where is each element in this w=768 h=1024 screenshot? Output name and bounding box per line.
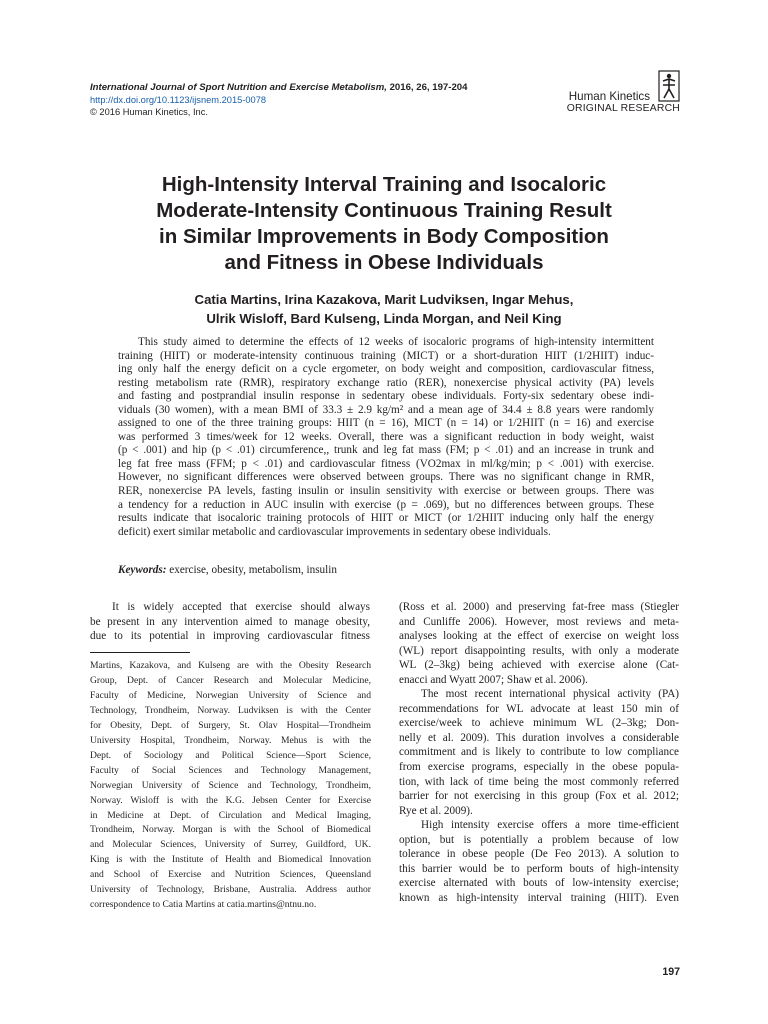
- abstract-line: RER, nonexercise PA levels, fasting insulin or insulin sensitivity with exercise or between groups. There was: [118, 485, 654, 498]
- doi-link[interactable]: http://dx.doi.org/10.1123/ijsnem.2015-0078: [90, 95, 267, 105]
- abstract-line: assigned to one of the three training groups: HIIT (n = 16), MICT (n = 14) or 1/2HIIT (n = 16) and exercise: [118, 417, 654, 430]
- footnote-line: in Medicine at Dept. of Circulation and Medical Imaging,: [90, 809, 371, 821]
- footnote-line: Trondheim, Norway. Morgan is with the School of Biomedical: [90, 824, 371, 836]
- abstract-line: deficit) exert similar metabolic and cardiovascular improvements in sedentary obese individuals.: [118, 525, 551, 538]
- journal-citation: [90, 82, 490, 94]
- abstract-line: viduals (30 women), with a mean BMI of 33.3 ± 2.9 kg/m² and a mean age of 34.4 ± 8.8 years were randomly: [118, 403, 654, 416]
- footnote-line: Norway. Wisloff is with the K.G. Jebsen Center for Exercise: [90, 794, 371, 806]
- footnote-line: Martins, Kazakova, and Kulseng are with the Obesity Research: [90, 660, 371, 671]
- keywords-label: Keywords:: [118, 564, 167, 576]
- footnote-divider: [90, 652, 190, 653]
- body-line: enacci and Wyatt 2007; Shaw et al. 2006).: [399, 673, 588, 686]
- title-line: Moderate-Intensity Continuous Training Result: [156, 199, 612, 222]
- footnote-line: University of Technology, Brisbane, Australia. Address author: [90, 884, 371, 896]
- paragraph: [399, 687, 679, 818]
- abstract-line: a tendency for a reduction in AUC insulin with exercise (p = .069), but no differences between groups. These: [118, 498, 654, 511]
- title-line: High-Intensity Interval Training and Isocaloric: [161, 173, 607, 196]
- footnote-line: Faculty of Medicine, Norwegian University of Science and: [90, 689, 371, 701]
- body-line: Rye et al. 2009).: [399, 804, 473, 817]
- body-line: and Cunliffe 2006). However, most reviews and meta-: [399, 615, 679, 628]
- author-affiliations-footnote: [90, 659, 371, 913]
- body-line: exercise/week to achieve minimum WL (2–3kg; Don-: [399, 717, 679, 730]
- footnote-line: Faculty of Social Sciences and Technology Management,: [90, 764, 371, 776]
- footnote-line: correspondence to Catia Martins at catia.martins@ntnu.no.: [90, 899, 317, 911]
- body-line: It is widely accepted that exercise should always: [112, 601, 370, 613]
- copyright-notice: © 2016 Human Kinetics, Inc.: [90, 107, 208, 117]
- footnote-line: for Obesity, Dept. of Surgery, St. Olav Hospital—Trondheim: [90, 719, 371, 731]
- abstract-line: leg fat free mass (FFM; p < .01) and cardiovascular fitness (VO2max in ml/kg/min; p < .001) with exercise.: [118, 457, 654, 470]
- publisher-block: [560, 70, 680, 120]
- abstract-line: resting metabolism rate (RMR), respiratory exchange ratio (RER), nonexercise physical activity (PA) levels: [118, 376, 654, 389]
- abstract-line: was performed 3 times/week for 12 weeks. Overall, there was a significant reduction in body weight, waist: [118, 430, 654, 443]
- abstract-line: ing only half the energy deficit on a cycle ergometer, on body weight and composition, cardiovascular fitness,: [118, 363, 654, 376]
- body-line: due to its potential in improving cardiovascular fitness: [90, 630, 370, 643]
- footnote-line: and School of Exercise and Nutrition Sciences, Queensland: [90, 869, 371, 881]
- paragraph: [399, 818, 679, 905]
- body-line: commitment and is likely to contribute to low compliance: [399, 746, 679, 759]
- abstract-line: training (HIIT) or moderate-intensity continuous training (MICT) or a short-duration HIIT (1/2HIIT) induc-: [118, 349, 654, 362]
- body-line: from exercise programs, especially in the obese popula-: [399, 761, 679, 774]
- footnote-line: Technology, Trondheim, Norway. Ludviksen is with the Center: [90, 704, 371, 716]
- body-line: recommendations for WL advocate at least 150 min of: [399, 702, 679, 715]
- body-left-column: [90, 600, 370, 644]
- page-number: 197: [662, 966, 680, 978]
- article-type: ORIGINAL RESEARCH: [566, 103, 680, 114]
- journal-name: International Journal of Sport Nutrition and Exercise Metabolism,: [90, 82, 387, 93]
- body-line: nelly et al. 2009). This duration involves a considerable: [399, 731, 679, 744]
- body-line: known as high-intensity interval training (HIIT). Even: [399, 891, 679, 904]
- keywords: [118, 564, 654, 576]
- abstract-line: and fasting and postprandial insulin response in sedentary obese individuals. Forty-six sedentary obese indi-: [118, 390, 654, 403]
- body-line: WL (2–3kg) being achieved with exercise alone (Cat-: [399, 659, 679, 672]
- publisher-name: Human Kinetics: [568, 90, 650, 103]
- body-line: this barrier would be to perform bouts of high-intensity: [399, 862, 679, 875]
- abstract: [118, 336, 654, 539]
- footnote-line: and Molecular Sciences, University of Surrey, Guildford, UK.: [90, 839, 371, 851]
- article-title: [110, 172, 658, 276]
- footnote-line: University Hospital, Trondheim, Norway. Mehus is with the: [90, 734, 371, 746]
- body-line: analyses looking at the effect of exercise on weight loss: [399, 630, 679, 643]
- title-line: and Fitness in Obese Individuals: [224, 251, 544, 274]
- author-list: [110, 290, 658, 328]
- body-line: (WL) report disappointing results, with only a moderate: [399, 644, 679, 657]
- paragraph: [399, 600, 679, 687]
- footnote-line: Norwegian University of Science and Technology, Trondheim,: [90, 779, 371, 791]
- abstract-line: However, no significant differences were observed between groups. There was no significant change in RMR,: [118, 471, 654, 484]
- body-line: be present in any intervention aimed to manage obesity,: [90, 615, 370, 628]
- body-line: tolerance in obese people (De Feo 2013). A solution to: [399, 848, 679, 861]
- body-line: (Ross et al. 2000) and preserving fat-free mass (Stiegler: [399, 601, 679, 613]
- abstract-line: This study aimed to determine the effects of 12 weeks of isocaloric programs of high-intensity intermittent: [138, 336, 654, 348]
- human-kinetics-logo-icon: [658, 70, 680, 102]
- body-line: The most recent international physical activity (PA): [421, 688, 679, 701]
- abstract-line: results indicate that isocaloric training protocols of HIIT or MICT (or 1/2HIIT inducing only half the energy: [118, 512, 654, 525]
- author-line: Ulrik Wisloff, Bard Kulseng, Linda Morgan, and Neil King: [206, 311, 562, 326]
- body-line: option, but is potentially a problem because of low: [399, 833, 679, 846]
- body-line: barrier for not exercising in this group (Fox et al. 2012;: [399, 790, 679, 803]
- body-line: exercise alternated with bouts of low-intensity exercise;: [399, 877, 679, 890]
- journal-header: [90, 82, 490, 118]
- body-right-column: [399, 600, 679, 905]
- title-line: in Similar Improvements in Body Composition: [159, 225, 609, 248]
- abstract-line: (p < .001) and hip (p < .01) circumference,, trunk and leg fat mass (FM; p < .01) and an increase in trunk and: [118, 444, 654, 457]
- keywords-text: exercise, obesity, metabolism, insulin: [166, 564, 337, 576]
- footnote-line: Group, Dept. of Cancer Research and Molecular Medicine,: [90, 674, 371, 686]
- footnote-line: Dept. of Sociology and Political Science—Sport Science,: [90, 749, 371, 761]
- author-line: Catia Martins, Irina Kazakova, Marit Ludviksen, Ingar Mehus,: [194, 292, 574, 307]
- footnote-line: King is with the Institute of Health and Biomedical Innovation: [90, 854, 371, 866]
- body-line: High intensity exercise offers a more time-efficient: [421, 819, 679, 832]
- journal-issue: 2016, 26, 197-204: [386, 82, 468, 93]
- body-line: tion, with lack of time being the most commonly referred: [399, 775, 679, 788]
